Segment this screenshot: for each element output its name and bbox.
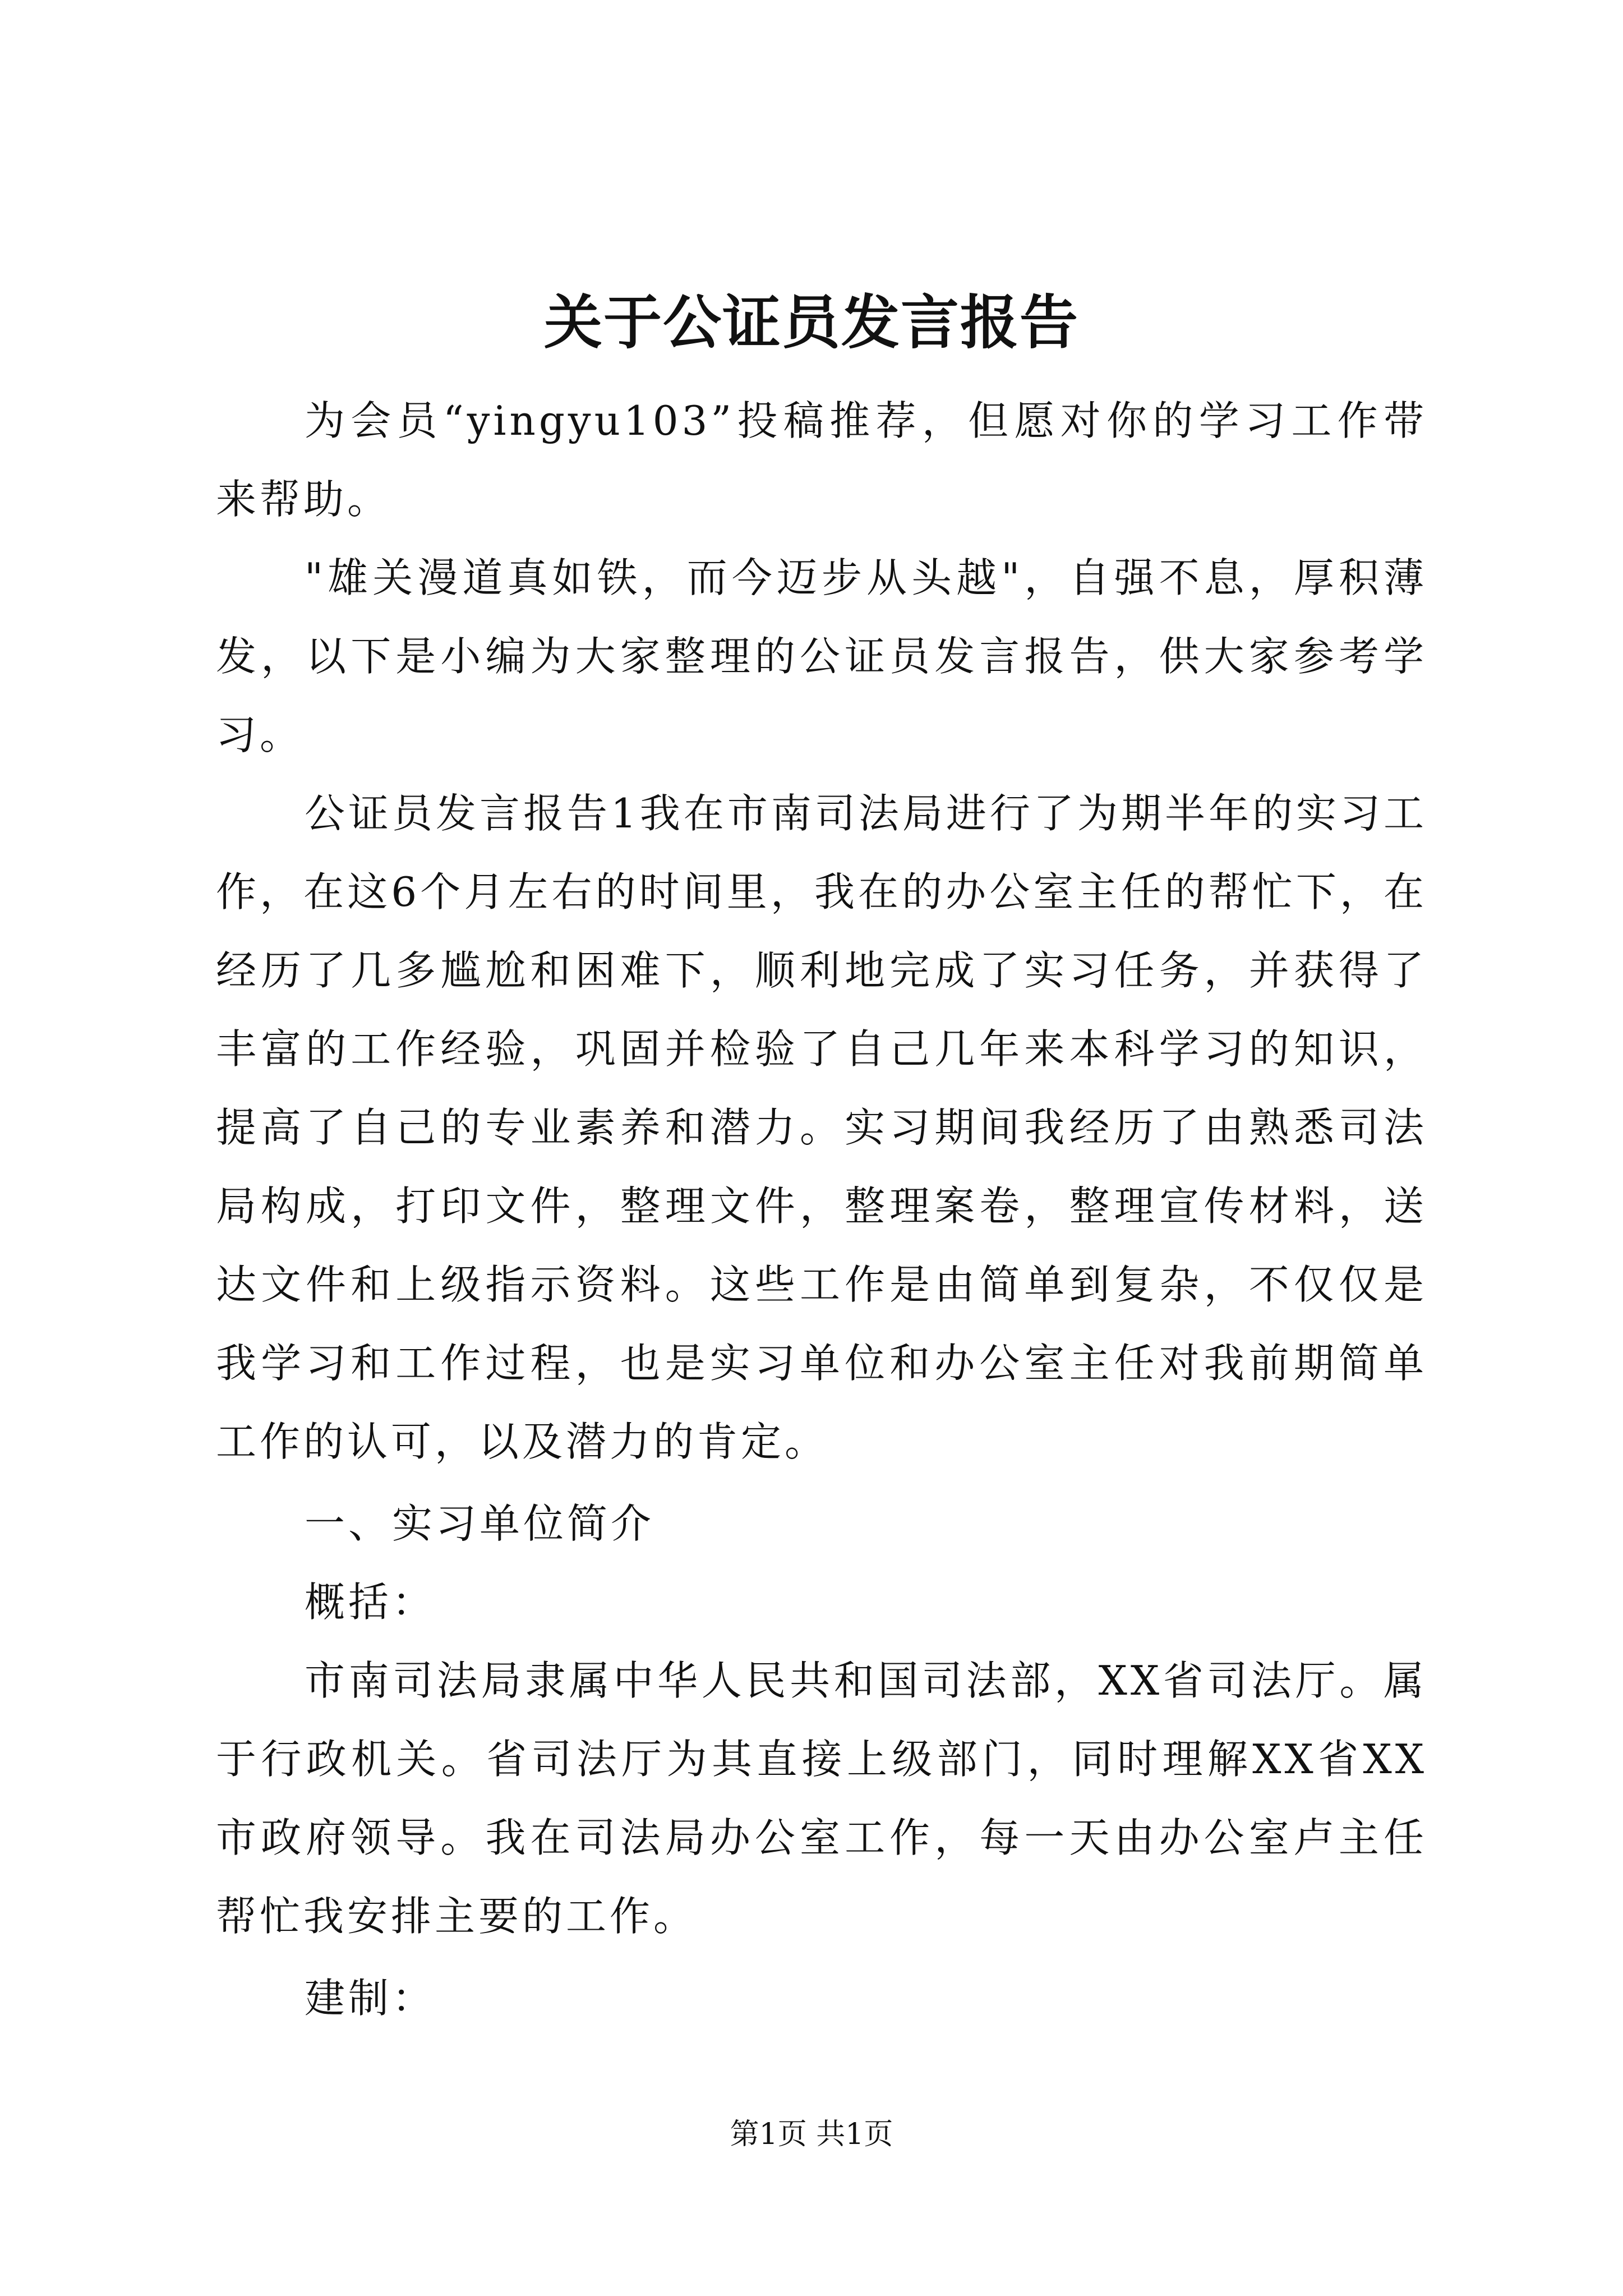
paragraph-report-1: 公证员发言报告1我在市南司法局进行了为期半年的实习工作，在这6个月左右的时间里，我在的办公室主任的帮忙下，在经历了几多尴尬和困难下，顺利地完成了实习任务，并获得了丰富的工作经验，巩固并检验了自己几年来本科学习的知识，提高了自己的专业素养和潜力。实习期间我经历了由熟悉司法局构成，打印文件，整理文件，整理案卷，整理宣传材料，送达文件和上级指示资料。这些工作是由简单到复杂，不仅仅是我学习和工作过程，也是实习单位和办公室主任对我前期简单工作的认可，以及潜力的肯定。 bbox=[216, 790, 1427, 1465]
paragraph-recommendation: 为会员“yingyu103”投稿推荐，但愿对你的学习工作带来帮助。 bbox=[216, 397, 1427, 523]
section-heading-unit-intro: 一、实习单位简介 bbox=[305, 1500, 655, 1547]
page-footer: 第1页 共1页 bbox=[730, 2118, 893, 2151]
subheading-overview: 概括： bbox=[305, 1579, 436, 1626]
document-title: 关于公证员发言报告 bbox=[543, 288, 1079, 357]
document-body bbox=[216, 381, 1427, 2037]
paragraph-intro: "雄关漫道真如铁，而今迈步从头越"，自强不息，厚积薄发，以下是小编为大家整理的公证员发言报告，供大家参考学习。 bbox=[216, 554, 1427, 758]
subheading-organization: 建制： bbox=[305, 1975, 436, 2022]
paragraph-overview: 市南司法局隶属中华人民共和国司法部，XX省司法厅。属于行政机关。省司法厅为其直接上级部门，同时理解XX省XX市政府领导。我在司法局办公室工作，每一天由办公室卢主任帮忙我安排主要的工作。 bbox=[216, 1657, 1427, 1940]
